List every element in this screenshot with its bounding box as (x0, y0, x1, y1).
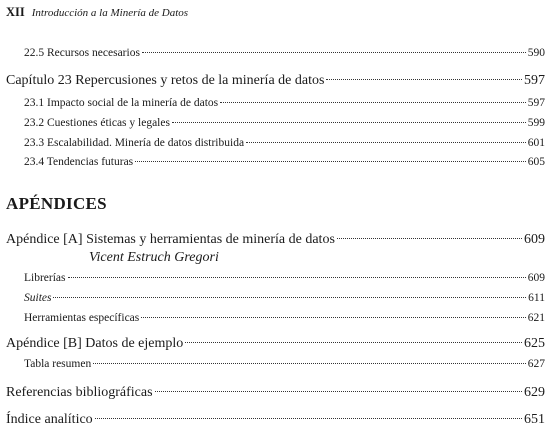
toc-entry-label: Tabla resumen (24, 358, 92, 370)
dot-leader (172, 122, 526, 123)
appendix-author: Vicent Estruch Gregori (89, 250, 219, 265)
appendices-heading: APÉNDICES (6, 194, 107, 213)
toc-index-label: Índice analítico (6, 412, 93, 427)
toc-appendix-page: 625 (524, 336, 545, 351)
dot-leader (95, 418, 522, 419)
toc-entry-label: 23.1 Impacto social de la minería de datos (24, 97, 219, 109)
dot-leader (53, 297, 526, 298)
dot-leader (337, 238, 522, 239)
toc-entry-label: Herramientas específicas (24, 312, 140, 324)
dot-leader (155, 391, 522, 392)
book-title: Introducción a la Minería de Datos (31, 7, 189, 19)
toc-index-page: 651 (524, 412, 545, 427)
toc-entry-page: 621 (527, 312, 545, 324)
toc-entry-label: 23.2 Cuestiones éticas y legales (24, 117, 170, 129)
toc-entry-page: 599 (527, 117, 545, 129)
toc-appendix-label: Apéndice [B] Datos de ejemplo (6, 336, 184, 351)
toc-entry-page: 611 (528, 292, 545, 304)
dot-leader (220, 102, 526, 103)
toc-entry-label: 23.3 Escalabilidad. Minería de datos distribuida (24, 137, 245, 149)
toc-entry-label: Suites (24, 292, 52, 304)
toc-chapter-23[interactable] (6, 73, 545, 89)
toc-entry-23-1[interactable] (24, 97, 545, 109)
toc-entry-23-3[interactable] (24, 137, 545, 149)
toc-appendix-b[interactable] (6, 336, 545, 352)
toc-entry-22-5[interactable] (24, 47, 545, 59)
dot-leader (68, 277, 526, 278)
toc-entry-page: 627 (527, 358, 545, 370)
dot-leader (246, 142, 526, 143)
dot-leader (185, 342, 522, 343)
toc-index[interactable] (6, 412, 545, 428)
dot-leader (142, 52, 526, 53)
toc-entry-page: 590 (527, 47, 545, 59)
toc-chapter-label: Capítulo 23 Repercusiones y retos de la minería de datos (6, 73, 325, 88)
toc-entry-page: 597 (527, 97, 545, 109)
toc-entry-librerias[interactable] (24, 272, 545, 284)
toc-entry-23-4[interactable] (24, 156, 545, 168)
page-number: XII (6, 5, 25, 19)
toc-appendix-label: Apéndice [A] Sistemas y herramientas de minería de datos (6, 232, 335, 247)
dot-leader (326, 79, 522, 80)
toc-entry-tabla-resumen[interactable] (24, 358, 545, 370)
toc-entry-herramientas[interactable] (24, 312, 545, 324)
dot-leader (141, 317, 525, 318)
toc-references[interactable] (6, 385, 545, 401)
dot-leader (93, 363, 526, 364)
toc-entry-page: 605 (527, 156, 545, 168)
toc-entry-label: 22.5 Recursos necesarios (24, 47, 140, 59)
toc-appendix-page: 609 (524, 232, 545, 247)
toc-entry-page: 609 (527, 272, 545, 284)
toc-references-label: Referencias bibliográficas (6, 385, 153, 400)
toc-entry-23-2[interactable] (24, 117, 545, 129)
toc-entry-suites[interactable] (24, 292, 545, 304)
toc-entry-page: 601 (527, 137, 545, 149)
toc-entry-label: Librerías (24, 272, 66, 284)
toc-appendix-a[interactable] (6, 232, 545, 248)
dot-leader (135, 161, 526, 162)
toc-entry-label: 23.4 Tendencias futuras (24, 156, 134, 168)
running-header (6, 5, 188, 20)
toc-chapter-page: 597 (524, 73, 545, 88)
toc-references-page: 629 (524, 385, 545, 400)
